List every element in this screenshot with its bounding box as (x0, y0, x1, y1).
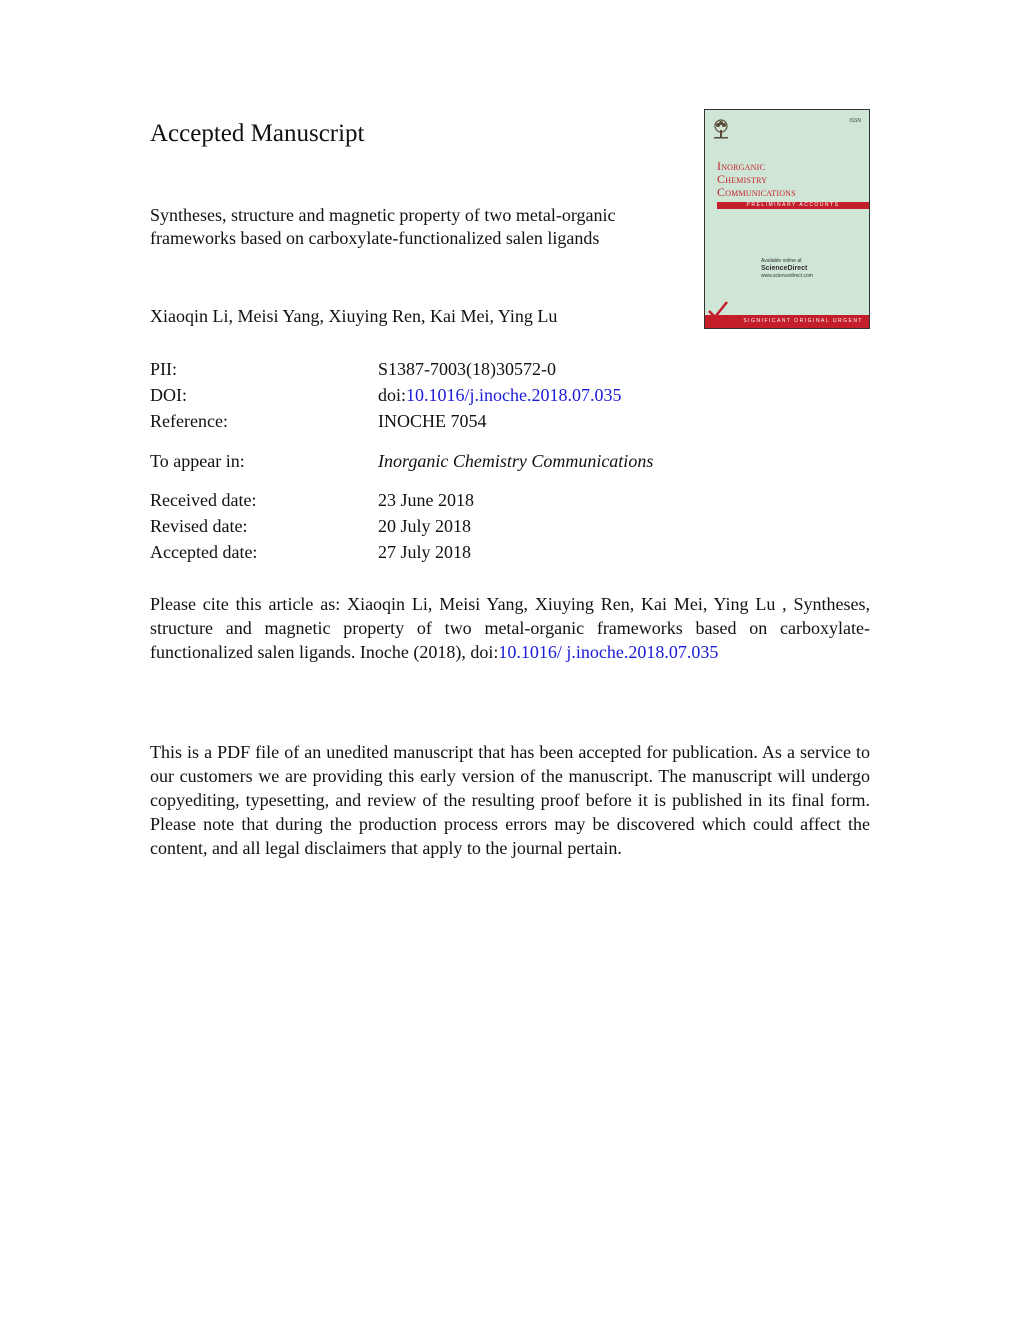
sciencedirect-line: www.sciencedirect.com (761, 273, 813, 279)
sciencedirect-logo-text: ScienceDirect (761, 265, 808, 272)
received-date: 23 June 2018 (378, 490, 474, 510)
citation-doi-link[interactable]: 10.1016/ j.inoche.2018.07.035 (498, 642, 719, 662)
pii-value: S1387-7003(18)30572-0 (378, 359, 556, 379)
sciencedirect-line: Available online at (761, 258, 802, 264)
article-authors: Xiaoqin Li, Meisi Yang, Xiuying Ren, Kai Mei, Ying Lu (150, 306, 558, 326)
revised-date: 20 July 2018 (378, 516, 472, 536)
journal-name: Inorganic Chemistry Communications (378, 451, 654, 471)
pii-label: PII: (150, 359, 177, 379)
doi-prefix: doi: (378, 385, 407, 405)
cover-journal-title (717, 160, 867, 199)
cover-issn: ISSN (849, 118, 861, 124)
doi-label: DOI: (150, 385, 187, 405)
citation-paragraph (150, 592, 870, 664)
doi-value (378, 383, 622, 407)
reference-value: INOCHE 7054 (378, 411, 487, 431)
cover-sciencedirect (761, 258, 821, 280)
revised-label: Revised date: (150, 516, 248, 536)
appear-label: To appear in: (150, 451, 245, 471)
cover-title-line: Chemistry (717, 172, 768, 186)
journal-cover (704, 109, 870, 329)
cover-title-line: Inorganic (717, 159, 766, 173)
reference-label: Reference: (150, 411, 228, 431)
article-title: Syntheses, structure and magnetic property of two metal-organic frameworks based on carboxylate-functionalized salen ligands (150, 205, 616, 248)
citation-text: Please cite this article as: Xiaoqin Li, Meisi Yang, Xiuying Ren, Kai Mei, Ying Lu , Syntheses, structure and magnetic property of two metal-organic frameworks based on carboxylate-functionalized salen ligands. Inoche (2018), doi: (150, 594, 870, 662)
doi-link[interactable]: 10.1016/j.inoche.2018.07.035 (406, 385, 622, 405)
cover-bottom-bar: SIGNIFICANT ORIGINAL URGENT (705, 315, 869, 328)
accepted-label: Accepted date: (150, 542, 258, 562)
disclaimer-paragraph: This is a PDF file of an unedited manuscript that has been accepted for publication. As a service to our customers we are providing this early version of the manuscript. The manuscript will undergo copyediting, typesetting, and review of the resulting proof before it is published in its final form. Please note that during the production process errors may be discovered which could affect the content, and all legal disclaimers that apply to the journal pertain. (150, 742, 870, 858)
page-heading: Accepted Manuscript (150, 120, 365, 147)
cover-subtitle-bar: PRELIMINARY ACCOUNTS (717, 202, 869, 209)
elsevier-tree-icon (711, 118, 731, 140)
received-label: Received date: (150, 490, 257, 510)
cover-title-line: Communications (717, 185, 796, 199)
accepted-date: 27 July 2018 (378, 542, 472, 562)
